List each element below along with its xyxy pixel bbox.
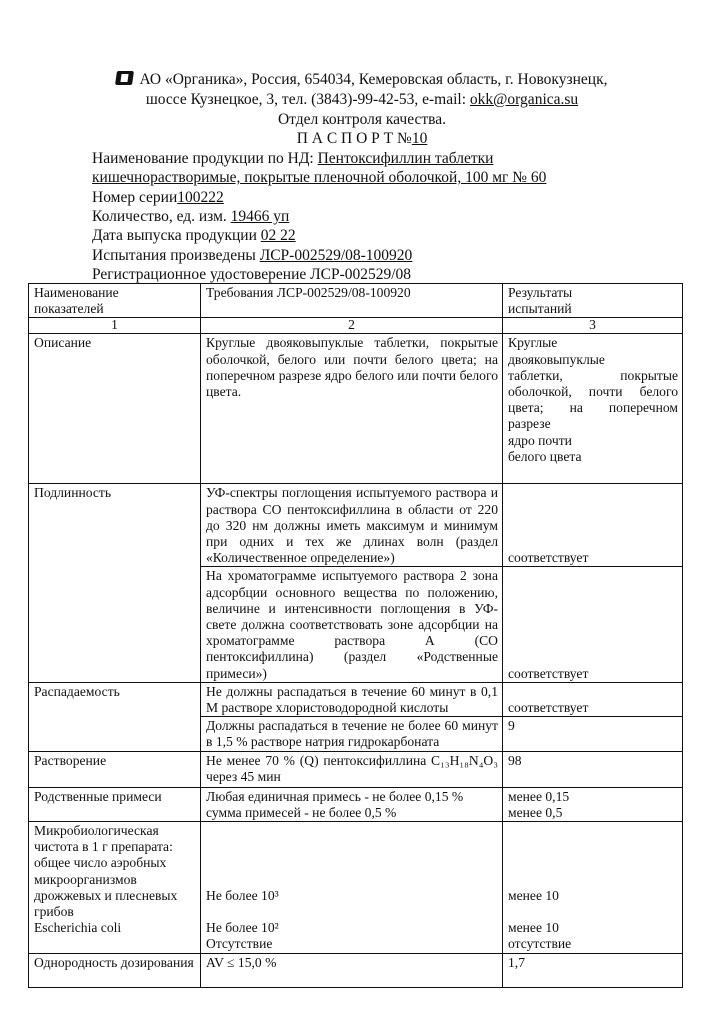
table-row (29, 787, 683, 821)
requirement: Не более 10³ Не более 10² Отсутствие (201, 822, 503, 954)
release-date (92, 226, 692, 246)
label: Номер серии (92, 189, 178, 206)
address-text: АО «Органика», Россия, 654034, Кемеровская область, г. Новокузнецк, (139, 71, 608, 88)
label: Испытания произведены (92, 247, 260, 264)
passport-title (0, 129, 724, 149)
indicator-name: Микробиологическая чистота в 1 г препарата: общее число аэробных микроорганизмов дрожжевых и плесневых грибов Escherichia coli (29, 822, 201, 954)
result: менее 0,15 менее 0,5 (503, 787, 683, 821)
result: соответствует (503, 567, 683, 682)
indicator-name: Растворение (29, 751, 201, 787)
requirement: На хроматограмме испытуемого раствора 2 зона адсорбции основного вещества по положению, величине и интенсивности поглощения в УФ-свете должна соответствовать зоне адсорбции на хроматограмме раствора А (СО пентоксифиллина) (раздел «Родственные примеси») (201, 567, 503, 682)
result: Круглые двояковыпуклые таблетки, покрытые оболочкой, почти белого цвета; на поперечном разрезе ядро почти белого цвета (503, 334, 683, 484)
department: Отдел контроля качества. (277, 111, 447, 128)
column-numbers (29, 318, 683, 334)
company-address-line1 (0, 70, 724, 90)
requirement: Любая единичная примесь - не более 0,15 % сумма примесей - не более 0,5 % (201, 787, 503, 821)
result: соответствует (503, 682, 683, 716)
table-header (29, 284, 683, 318)
label: Дата выпуска продукции (92, 227, 261, 244)
result: менее 10 менее 10 отсутствие (503, 822, 683, 954)
company-address-line2 (0, 90, 724, 110)
title-text: П А С П О Р Т № (296, 130, 412, 147)
quantity (92, 207, 692, 227)
value: кишечнорастворимые, покрытые пленочной оболочкой, 100 мг № 60 (92, 169, 547, 186)
table-row (29, 484, 683, 567)
address-text: шоссе Кузнецкое, 3, тел. (3843)-99-42-53, e-mail: (145, 91, 470, 108)
label: Количество, ед. изм. (92, 208, 231, 225)
requirement: Круглые двояковыпуклые таблетки, покрытые оболочкой, белого или почти белого цвета; на поперечном разрезе ядро белого или почти белого цвета. (201, 334, 503, 484)
indicator-name: Однородность дозирования (29, 953, 201, 987)
value: ЛСР-002529/08-100920 (259, 247, 413, 264)
email-link[interactable]: okk@organica.su (469, 91, 579, 108)
header-cell: Результаты испытаний (503, 284, 683, 318)
result: 1,7 (503, 953, 683, 987)
product-name-cont (92, 168, 692, 188)
table-row (29, 822, 683, 954)
registration: Регистрационное удостоверение ЛСР-002529/08 (92, 266, 412, 283)
series (92, 188, 692, 208)
requirement: Не должны распадаться в течение 60 минут в 0,1 М растворе хлористоводородной кислоты (201, 682, 503, 716)
passport-number: 10 (411, 130, 428, 147)
header-cell: Требования ЛСР-002529/08-100920 (201, 284, 503, 318)
column-number: 1 (29, 318, 201, 334)
table-row (29, 682, 683, 716)
column-number: 3 (503, 318, 683, 334)
table-row (29, 751, 683, 787)
company-logo-icon (116, 71, 135, 85)
column-number: 2 (201, 318, 503, 334)
indicator-name: Подлинность (29, 484, 201, 682)
table-row (29, 953, 683, 987)
requirement: AV ≤ 15,0 % (201, 953, 503, 987)
requirement: Должны распадаться в течение не более 60 минут в 1,5 % растворе натрия гидрокарбоната (201, 717, 503, 751)
header-cell: Наименование показателей (29, 284, 201, 318)
requirement: УФ-спектры поглощения испытуемого раствора и раствора СО пентоксифиллина в области от 220 до 320 нм должны иметь максимум и минимум при одних и тех же длинах волн (раздел «Количественное определение») (201, 484, 503, 567)
value: 19466 уп (230, 208, 290, 225)
value: 100222 (177, 189, 224, 206)
value: Пентоксифиллин таблетки (317, 150, 494, 167)
result: соответствует (503, 484, 683, 567)
result: 98 (503, 751, 683, 787)
indicator-name: Описание (29, 334, 201, 484)
table-row (29, 334, 683, 484)
indicator-name: Родственные примеси (29, 787, 201, 821)
value: 02 22 (260, 227, 296, 244)
tests (92, 246, 692, 266)
indicator-name: Распадаемость (29, 682, 201, 751)
test-results-table (28, 283, 683, 988)
product-name (92, 149, 692, 169)
result: 9 (503, 717, 683, 751)
label: Наименование продукции по НД: (92, 150, 318, 167)
requirement: Не менее 70 % (Q) пентоксифиллина C₁₃H₁₈N₄O₃ через 45 мин (201, 751, 503, 787)
